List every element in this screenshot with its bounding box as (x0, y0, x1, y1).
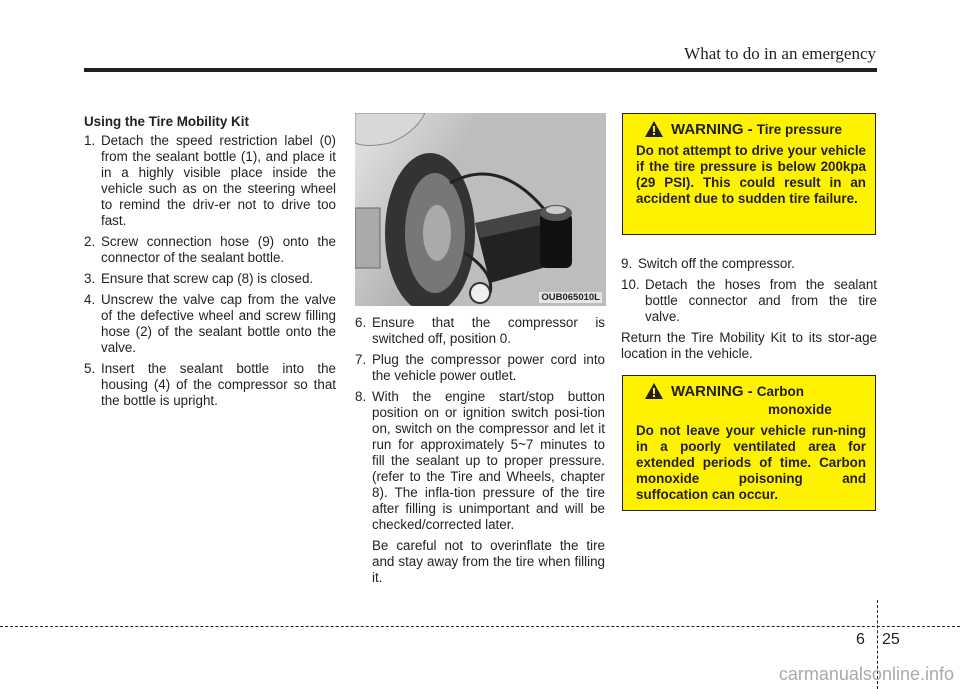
section-heading: Using the Tire Mobility Kit (84, 114, 249, 129)
step-4 (84, 292, 336, 356)
step-text: Plug the compressor power cord into the vehicle power outlet. (372, 352, 605, 383)
warning-subject-line2: monoxide (768, 402, 832, 417)
step-3 (84, 271, 336, 287)
tire-compressor-illustration (355, 113, 606, 306)
step-text: Detach the hoses from the sealant bottle connector and from the tire valve. (645, 277, 877, 324)
step-number: 4. (84, 292, 96, 307)
step-text: Ensure that screw cap (8) is closed. (101, 271, 314, 286)
header-rule (84, 68, 877, 72)
tire-mobility-kit-figure (355, 113, 606, 306)
step-text: Detach the speed restriction label (0) from the sealant bottle (1), and place it in a highly visible place inside the vehicle such as on the steering wheel to remind the driv-er not to drive too fast. (101, 133, 336, 228)
step-2 (84, 234, 336, 266)
step-text: Screw connection hose (9) onto the connector of the sealant bottle. (101, 234, 336, 265)
footer-rule (0, 626, 960, 627)
warning-title (636, 121, 866, 139)
step-text: With the engine start/stop button position on or ignition switch posi-tion on, switch on the compressor and let it run for approximately 5~7 minutes to fill the sealant up to proper pressure. (refer to the Tire and Wheels, chapter 8). The infla-tion pressure of the tire after filling is unimportant and will be checked/corrected later. (372, 389, 605, 532)
step-text: Unscrew the valve cap from the valve of the defective wheel and screw filling hose (2) of the sealant bottle onto the valve. (101, 292, 336, 355)
step-10 (621, 277, 877, 325)
warning-box-tire-pressure (622, 113, 876, 235)
page-header-title: What to do in an emergency (684, 44, 876, 63)
step-text: Ensure that the compressor is switched off, position 0. (372, 315, 605, 346)
figure-code: OUB065010L (541, 292, 600, 303)
warning-label: WARNING - (671, 383, 753, 400)
page-number: 25 (882, 631, 900, 648)
column-3 (621, 256, 877, 362)
step-number: 9. (621, 256, 633, 271)
watermark: carmanualsonline.info (778, 664, 954, 684)
step-number: 6. (355, 315, 367, 330)
warning-body: Do not attempt to drive your vehicle if the tire pressure is below 200kpa (29 PSI). This could result in an accident due to sudden tire failure. (636, 143, 866, 206)
warning-subject: Tire pressure (756, 122, 843, 137)
step-7 (355, 352, 605, 384)
step-number: 8. (355, 389, 367, 404)
caution-note: Be careful not to overinflate the tire and stay away from the tire when filling it. (372, 538, 605, 585)
chapter-number: 6 (856, 631, 865, 648)
step-number: 7. (355, 352, 367, 367)
warning-body: Do not leave your vehicle run-ning in a poorly ventilated area for extended periods of time. Carbon monoxide poisoning and suffocation can occur. (636, 423, 866, 502)
return-kit-paragraph: Return the Tire Mobility Kit to its stor-age location in the vehicle. (621, 330, 877, 361)
step-5 (84, 361, 336, 409)
step-number: 10. (621, 277, 640, 292)
step-text: Insert the sealant bottle into the housing (4) of the compressor so that the bottle is upright. (101, 361, 336, 408)
step-number: 3. (84, 271, 96, 286)
step-number: 5. (84, 361, 96, 376)
step-1 (84, 133, 336, 229)
column-2 (355, 315, 605, 586)
warning-triangle-icon (645, 121, 663, 137)
step-number: 1. (84, 133, 96, 148)
step-8 (355, 389, 605, 533)
column-1 (84, 114, 336, 414)
step-6 (355, 315, 605, 347)
step-text: Switch off the compressor. (638, 256, 795, 271)
warning-title (636, 383, 866, 419)
warning-subject: Carbon (756, 384, 804, 399)
warning-label: WARNING - (671, 121, 753, 138)
step-number: 2. (84, 234, 96, 249)
warning-triangle-icon (645, 383, 663, 399)
step-9 (621, 256, 877, 272)
warning-box-carbon-monoxide (622, 375, 876, 511)
